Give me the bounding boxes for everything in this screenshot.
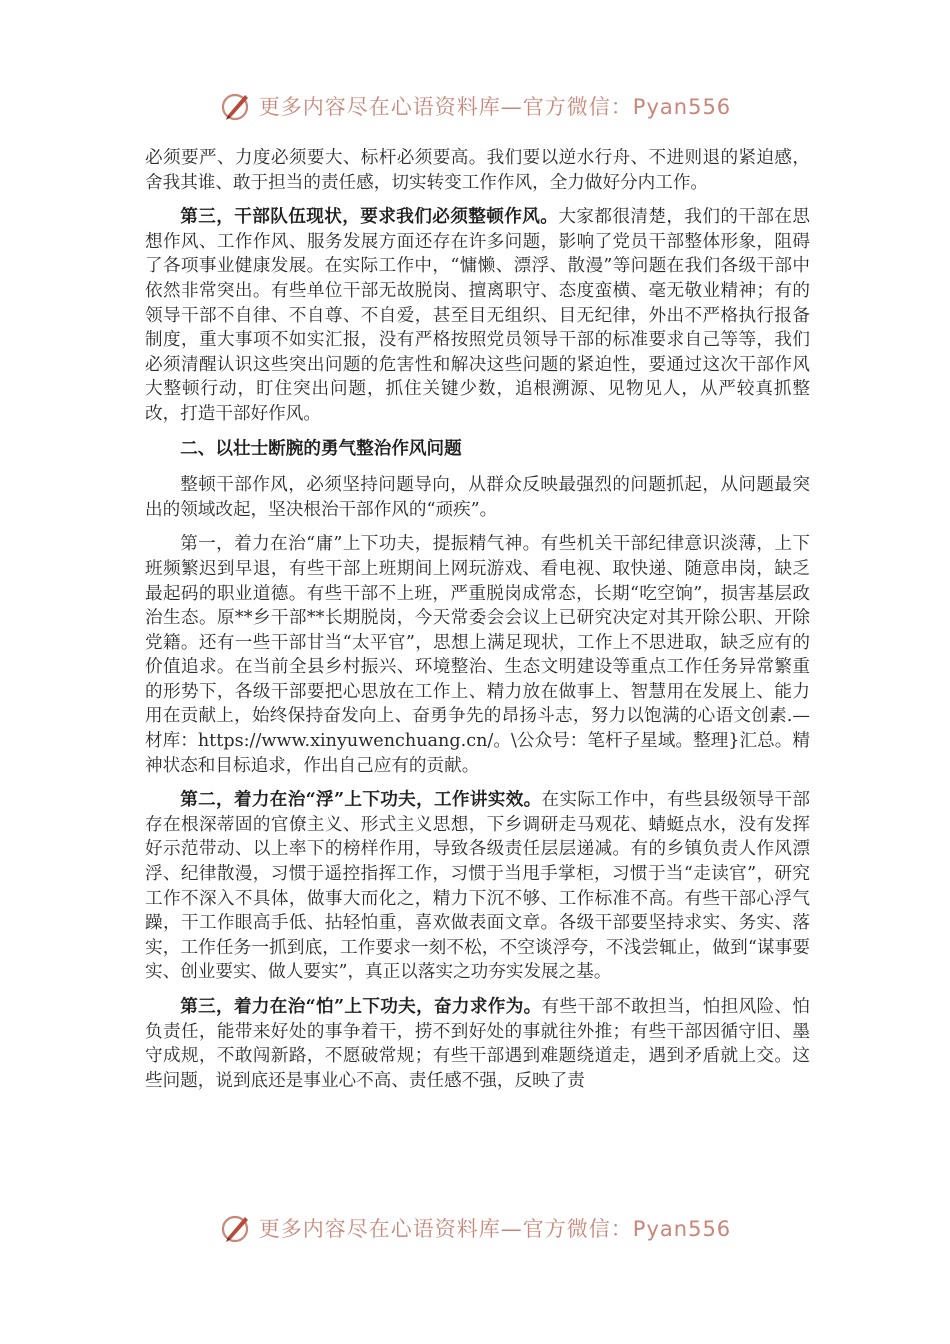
paragraph: 整顿干部作风，必须坚持问题导向，从群众反映最强烈的问题抓起，从问题最突出的领域改起，坚决根治干部作风的“顽疾”。 [145, 475, 810, 520]
paragraph-lead: 第三，干部队伍现状，要求我们必须整顿作风。 [180, 206, 559, 228]
footer-banner [0, 1208, 950, 1248]
paragraph-body: 大家都很清楚，我们的干部在思想作风、工作作风、服务发展方面还存在许多问题，影响了党员干部整体形象，阻碍了各项事业健康发展。在实际工作中，“慵懒、漂浮、散漫”等问题在我们各级干部中依然非常突出。有些单位干部无故脱岗、擅离职守、态度蛮横、毫无敬业精神；有的领导干部不自律、不自尊、不自爱，甚至目无组织、目无纪律，外出不严格执行报备制度，重大事项不如实汇报，没有严格按照党员领导干部的标准要求自己等等，我们必须清醒认识这些突出问题的危害性和解决这些问题的紧迫性，要通过这次干部作风大整顿行动，盯住突出问题，抓住关键少数，追根溯源、见物见人，从严较真抓整改，打造干部好作风。 [145, 207, 810, 424]
document-body [145, 146, 810, 1103]
section-heading: 二、以壮士断腕的勇气整治作风问题 [180, 437, 462, 459]
pen-logo-icon [219, 1211, 253, 1245]
pen-logo-icon [219, 89, 253, 123]
paragraph [145, 788, 810, 985]
banner-text: 更多内容尽在心语资料库—官方微信：Pyan556 [258, 95, 732, 119]
paragraph-body: 在实际工作中，有些县级领导干部存在根深蒂固的官僚主义、形式主义思想，下乡调研走马观花、蜻蜓点水，没有发挥好示范带动、以上率下的榜样作用，导致各级责任层层递减。有的乡镇负责人作风漂浮、纪律散漫，习惯于遥控指挥工作，习惯于当甩手掌柜，习惯于当“走读官”，研究工作不深入不具体，做事大而化之，精力下沉不够、工作标准不高。有些干部心浮气躁，干工作眼高手低、拈轻怕重，喜欢做表面文章。各级干部要坚持求实、务实、落实，工作任务一抓到底，工作要求一刻不松，不空谈浮夸，不浅尝辄止，做到“谋事要实、创业要实、做人要实”，真正以落实之功夯实发展之基。 [145, 790, 810, 983]
paragraph-lead: 第二，着力在治“浮”上下功夫，工作讲实效。 [180, 789, 542, 811]
paragraph: 第一，着力在治“庸”上下功夫，提振精气神。有些机关干部纪律意识淡薄，上下班频繁迟到早退，有些干部上班期间上网玩游戏、看电视、取快递、随意串岗，缺乏最起码的职业道德。有些干部不上班，严重脱岗成常态，长期“吃空饷”，损害基层政治生态。原**乡干部**长期脱岗，今天常委会会议上已研究决定对其开除公职、开除党籍。还有一些干部甘当“太平官”，思想上满足现状，工作上不思进取，缺乏应有的价值追求。在当前全县乡村振兴、环境整治、生态文明建设等重点工作任务异常繁重的形势下，各级干部要把心思放在工作上、精力放在做事上、智慧用在发展上、能力用在贡献上，始终保持奋发向上、奋勇争先的昂扬斗志，努力以饱满的心语文创素.—材库：https://www.xinyuwenchuang.cn/。\公众号：笔杆子星域。整理}汇总。精神状态和目标追求，作出自己应有的贡献。 [145, 534, 810, 776]
paragraph: 必须要严、力度必须要大、标杆必须要高。我们要以逆水行舟、不进则退的紧迫感，舍我其谁、敢于担当的责任感，切实转变工作作风，全力做好分内工作。 [145, 148, 810, 193]
header-banner [0, 86, 950, 126]
paragraph-body: 有些干部不敢担当，怕担风险、怕负责任，能带来好处的事争着干，捞不到好处的事就往外推；有些干部因循守旧、墨守成规，不敢闯新路，不愿破常规；有些干部遇到难题绕道走，遇到矛盾就上交。这些问题，说到底还是事业心不高、责任感不强，反映了责 [145, 997, 810, 1091]
paragraph [145, 205, 810, 426]
paragraph [145, 995, 810, 1093]
banner-text: 更多内容尽在心语资料库—官方微信：Pyan556 [258, 1217, 732, 1241]
paragraph-lead: 第三，着力在治“怕”上下功夫，奋力求作为。 [180, 996, 542, 1017]
